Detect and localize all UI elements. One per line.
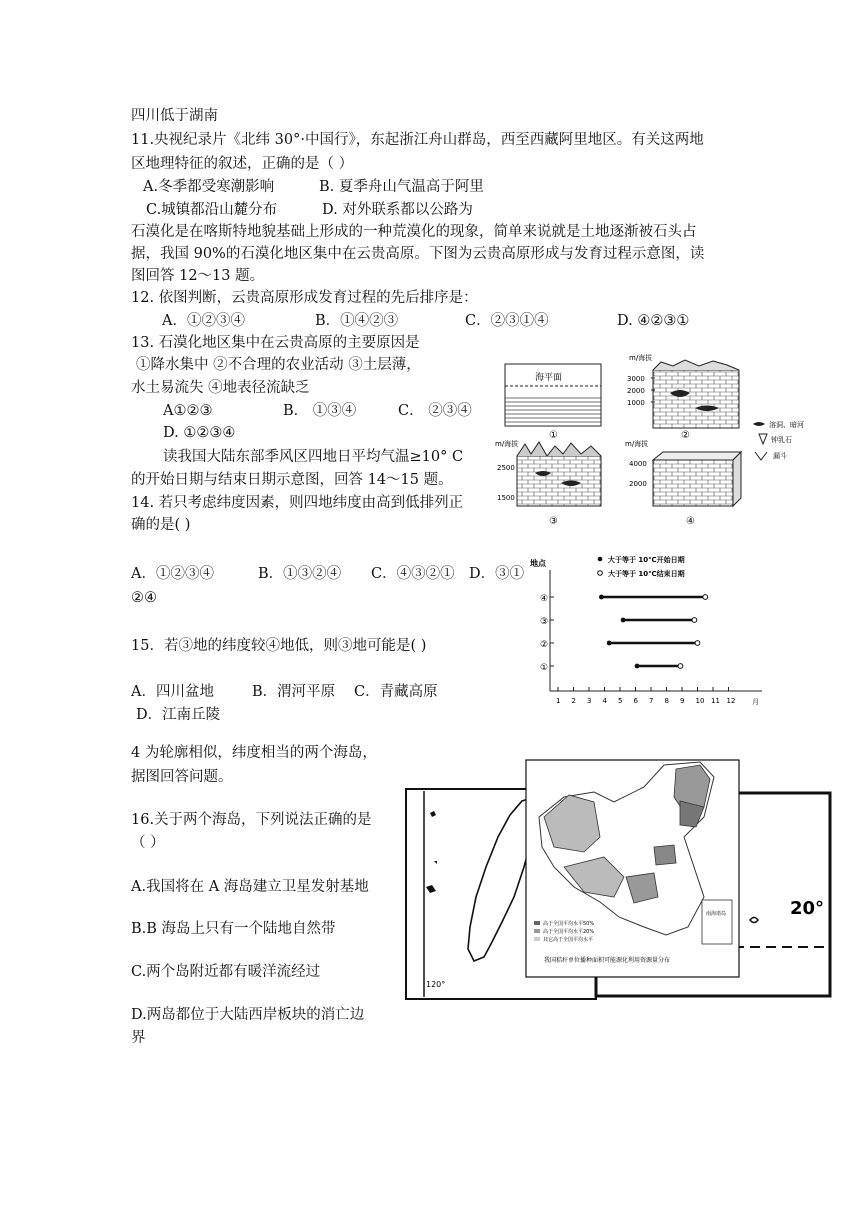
option-13-a: A①②③ bbox=[163, 403, 213, 419]
panel-1 bbox=[505, 364, 601, 441]
option-12-a: A．①②③④ bbox=[162, 313, 245, 329]
start-point bbox=[621, 618, 626, 623]
option-15-d: D．江南丘陵 bbox=[136, 707, 221, 723]
passage-text: 4 为轮廓相似，纬度相当的两个海岛， bbox=[131, 745, 377, 761]
panel-label-2: ② bbox=[681, 430, 690, 441]
question-13-items: 水土易流失 ④地表径流缺乏 bbox=[131, 380, 310, 396]
option-15-a: A．四川盆地 bbox=[131, 684, 214, 700]
altitude-unit-label: m/海拔 bbox=[625, 440, 649, 448]
panel-4 bbox=[625, 439, 741, 527]
category-label: ④ bbox=[540, 594, 549, 604]
option-12-d: D. ④②③① bbox=[617, 313, 690, 329]
passage-text: 据，我国 90%的石漠化地区集中在云贵高原。下图为云贵高原形成与发育过程示意图，读 bbox=[131, 246, 705, 262]
x-tick-label: 5 bbox=[618, 697, 623, 705]
inset-label: 南海诸岛 bbox=[706, 911, 727, 917]
x-unit-label: 月 bbox=[752, 698, 759, 706]
option-12-b: B．①④②③ bbox=[315, 313, 399, 329]
tick-label: 2000 bbox=[627, 387, 645, 395]
question-14-stem: 14. 若只考虑纬度因素，则四地纬度由高到低排列正 bbox=[131, 495, 464, 511]
option-14-d-cont: ②④ bbox=[131, 590, 157, 606]
question-11-stem-cont: 区地理特征的叙述，正确的是（ ） bbox=[131, 156, 354, 172]
x-tick-label: 9 bbox=[680, 697, 685, 705]
tick-label: 2500 bbox=[497, 464, 515, 472]
legend-end-label: 大于等于 10℃结束日期 bbox=[608, 570, 685, 578]
option-14-a: A．①②③④ bbox=[131, 566, 214, 582]
panel-label-4: ④ bbox=[686, 516, 695, 527]
end-point bbox=[703, 595, 708, 600]
temperature-range-chart bbox=[528, 548, 776, 708]
sea-level-label: 海平面 bbox=[535, 373, 563, 383]
x-tick-label: 2 bbox=[571, 697, 576, 705]
option-11-d: D. 对外联系都以公路为 bbox=[322, 202, 473, 218]
option-12-c: C．②③①④ bbox=[465, 313, 549, 329]
passage-text: 的开始日期与结束日期示意图，回答 14～15 题。 bbox=[131, 472, 453, 488]
option-11-a: A.冬季都受寒潮影响 bbox=[143, 179, 275, 195]
x-tick-label: 12 bbox=[726, 697, 736, 705]
option-16-a: A.我国将在 A 海岛建立卫星发射基地 bbox=[131, 879, 369, 895]
legend-start-marker bbox=[598, 557, 603, 562]
end-point bbox=[692, 618, 697, 623]
option-16-c: C.两个岛附近都有暖洋流经过 bbox=[131, 964, 321, 980]
x-tick-label: 3 bbox=[587, 697, 592, 705]
legend-cave: 溶洞、暗河 bbox=[769, 421, 804, 429]
question-14-stem-cont: 确的是( ) bbox=[131, 517, 191, 533]
question-13-stem: 13. 石漠化地区集中在云贵高原的主要原因是 bbox=[131, 335, 420, 351]
passage-text: 读我国大陆东部季风区四地日平均气温≥10° C bbox=[163, 449, 464, 465]
x-tick-label: 4 bbox=[602, 697, 607, 705]
question-16-stem: 16.关于两个海岛，下列说法正确的是 bbox=[131, 812, 372, 828]
question-13-items: ①降水集中 ②不合理的农业活动 ③土层薄， bbox=[136, 357, 421, 373]
passage-text: 据图回答问题。 bbox=[131, 769, 233, 785]
legend-stalactite: 钟乳石 bbox=[771, 436, 792, 444]
panel-2 bbox=[627, 353, 739, 441]
start-point bbox=[635, 664, 640, 669]
legend-end-marker bbox=[598, 571, 603, 576]
option-16-d-cont: 界 bbox=[131, 1030, 146, 1046]
longitude-label: 120° bbox=[426, 980, 446, 989]
tick-label: 1000 bbox=[627, 399, 645, 407]
start-point bbox=[607, 641, 612, 646]
x-tick-label: 1 bbox=[556, 697, 561, 705]
question-11-stem: 11.央视纪录片《北纬 30°·中国行》，东起浙江舟山群岛，西至西藏阿里地区。有关这两地 bbox=[131, 132, 704, 148]
option-16-b: B.B 海岛上只有一个陆地自然带 bbox=[131, 921, 336, 937]
option-15-c: C．青藏高原 bbox=[354, 684, 438, 700]
question-15-stem: 15．若③地的纬度较④地低，则③地可能是( ) bbox=[131, 638, 427, 654]
passage-text: 图回答 12～13 题。 bbox=[131, 268, 265, 284]
island-map-figure bbox=[404, 757, 832, 1001]
china-map-overlay bbox=[526, 760, 739, 977]
option-11-b: B. 夏季舟山气温高于阿里 bbox=[319, 179, 484, 195]
x-tick-label: 11 bbox=[711, 697, 720, 705]
map-legend-2: 高于全国平均水平20% bbox=[543, 929, 595, 935]
question-16-stem-cont: （ ） bbox=[131, 835, 165, 851]
tick-label: 1500 bbox=[497, 494, 515, 502]
end-point bbox=[678, 664, 683, 669]
option-15-b: B．渭河平原 bbox=[252, 684, 336, 700]
option-14-c: C．④③②① bbox=[371, 566, 455, 582]
option-13-d: D. ①②③④ bbox=[163, 425, 236, 441]
category-label: ① bbox=[540, 663, 549, 673]
option-13-b: B． ①③④ bbox=[283, 403, 357, 419]
option-14-d: D．③① bbox=[469, 566, 525, 582]
category-label: ③ bbox=[540, 617, 549, 627]
karst-formation-figure bbox=[495, 348, 815, 528]
x-tick-label: 7 bbox=[649, 697, 654, 705]
tick-label: 3000 bbox=[627, 375, 645, 383]
legend-start-label: 大于等于 10℃开始日期 bbox=[608, 556, 685, 564]
category-label: ② bbox=[540, 640, 549, 650]
tick-label: 4000 bbox=[629, 460, 647, 468]
legend-sinkhole: 漏斗 bbox=[773, 452, 787, 460]
map-legend-1: 高于全国平均水平50% bbox=[543, 921, 595, 927]
option-14-b: B．①③②④ bbox=[258, 566, 342, 582]
text-line: 四川低于湖南 bbox=[131, 108, 218, 124]
option-13-c: C． ②③④ bbox=[398, 403, 472, 419]
passage-text: 石漠化是在喀斯特地貌基础上形成的一种荒漠化的现象，简单来说就是土地逐渐被石头占 bbox=[131, 224, 697, 240]
question-12-stem: 12. 依图判断，云贵高原形成发育过程的先后排序是： bbox=[131, 290, 478, 306]
region-central bbox=[654, 845, 676, 865]
option-11-c: C.城镇都沿山麓分布 bbox=[146, 202, 278, 218]
panel-3 bbox=[495, 439, 601, 527]
altitude-unit-label: m/海拔 bbox=[629, 354, 653, 362]
y-axis-label: 地点 bbox=[530, 559, 546, 568]
panel-label-3: ③ bbox=[549, 516, 558, 527]
start-point bbox=[599, 595, 604, 600]
altitude-unit-label: m/海拔 bbox=[495, 440, 519, 448]
map-legend-3: 其它高于全国平均水平 bbox=[543, 937, 594, 943]
latitude-label: 20° bbox=[790, 898, 825, 919]
x-tick-label: 10 bbox=[695, 697, 705, 705]
panel-label-1: ① bbox=[549, 430, 558, 441]
x-tick-label: 6 bbox=[633, 697, 638, 705]
karst-legend bbox=[753, 420, 804, 460]
tick-label: 2000 bbox=[629, 480, 647, 488]
x-tick-label: 8 bbox=[664, 697, 669, 705]
map-caption: 我国秸秆单位播种面积可能源化利用资源量分布 bbox=[544, 957, 671, 964]
island-b-outline bbox=[750, 918, 758, 923]
end-point bbox=[695, 641, 700, 646]
option-16-d: D.两岛都位于大陆西岸板块的消亡边 bbox=[131, 1007, 365, 1023]
